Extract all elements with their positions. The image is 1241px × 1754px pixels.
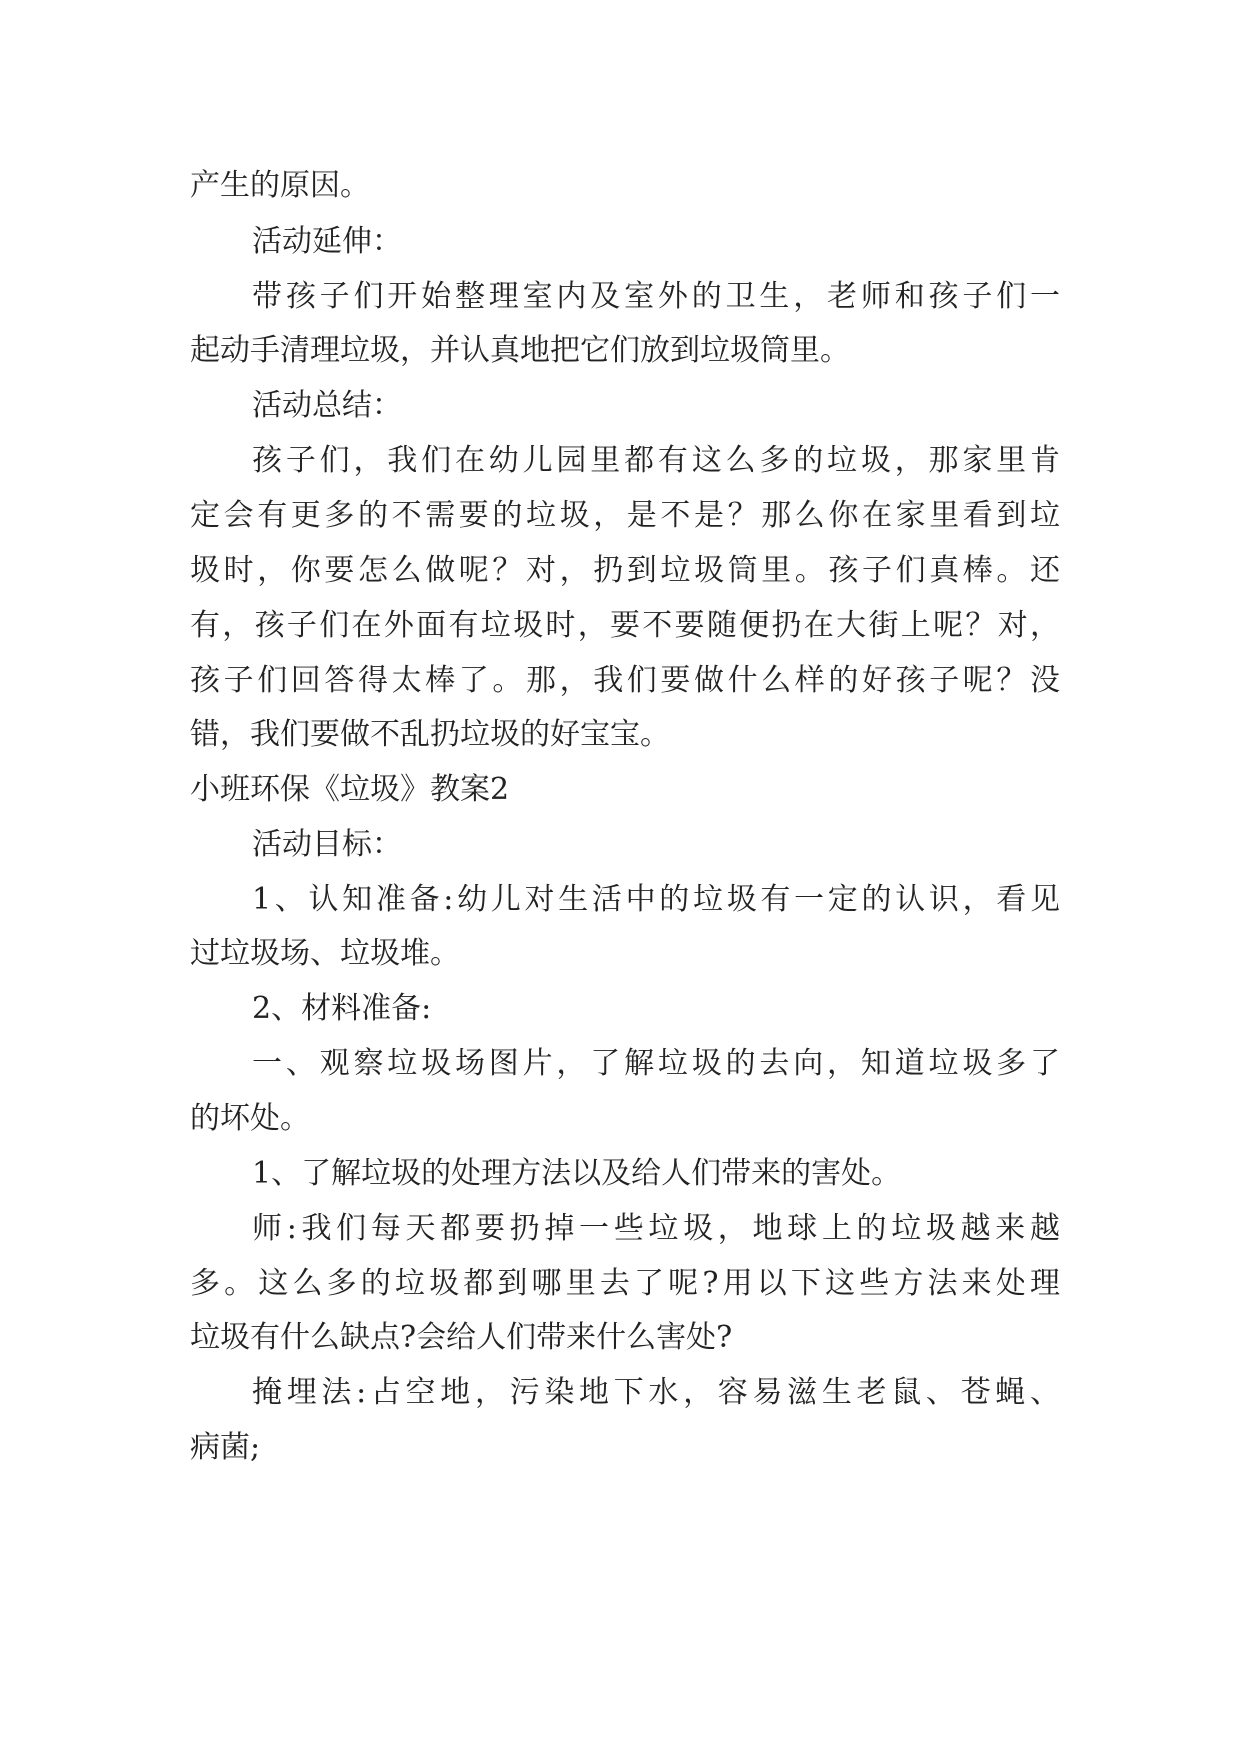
paragraph-line: 病菌; xyxy=(190,1430,261,1465)
paragraph-line: 掩埋法:占空地，污染地下水，容易滋生老鼠、苍蝇、 xyxy=(252,1375,1060,1410)
paragraph-line: 过垃圾场、垃圾堆。 xyxy=(190,936,460,971)
section-heading: 活动总结： xyxy=(252,388,402,423)
section-heading: 活动目标： xyxy=(252,827,402,862)
paragraph-line: 带孩子们开始整理室内及室外的卫生，老师和孩子们一 xyxy=(252,279,1060,314)
paragraph-line: 错，我们要做不乱扔垃圾的好宝宝。 xyxy=(190,717,670,752)
paragraph-line: 起动手清理垃圾，并认真地把它们放到垃圾筒里。 xyxy=(190,333,850,368)
paragraph-line: 1、认知准备:幼儿对生活中的垃圾有一定的认识，看见 xyxy=(252,882,1060,917)
paragraph-line: 1、了解垃圾的处理方法以及给人们带来的害处。 xyxy=(252,1156,902,1191)
paragraph-line: 定会有更多的不需要的垃圾，是不是？那么你在家里看到垃 xyxy=(190,498,1060,533)
paragraph-line: 有，孩子们在外面有垃圾时，要不要随便扔在大街上呢？对， xyxy=(190,608,1060,643)
paragraph-line: 2、材料准备: xyxy=(252,991,432,1026)
section-heading: 活动延伸： xyxy=(252,224,402,259)
paragraph-line: 多。这么多的垃圾都到哪里去了呢?用以下这些方法来处理 xyxy=(190,1266,1060,1301)
paragraph-line: 产生的原因。 xyxy=(190,168,370,203)
document-title: 小班环保《垃圾》教案2 xyxy=(190,772,510,807)
paragraph-line: 圾时，你要怎么做呢？对，扔到垃圾筒里。孩子们真棒。还 xyxy=(190,553,1060,588)
paragraph-line: 师:我们每天都要扔掉一些垃圾，地球上的垃圾越来越 xyxy=(252,1211,1060,1246)
paragraph-line: 垃圾有什么缺点?会给人们带来什么害处? xyxy=(190,1320,733,1355)
paragraph-line: 孩子们回答得太棒了。那，我们要做什么样的好孩子呢？没 xyxy=(190,663,1060,698)
paragraph-line: 孩子们，我们在幼儿园里都有这么多的垃圾，那家里肯 xyxy=(252,443,1060,478)
paragraph-line: 一、观察垃圾场图片，了解垃圾的去向，知道垃圾多了 xyxy=(252,1046,1060,1081)
paragraph-line: 的坏处。 xyxy=(190,1101,310,1136)
